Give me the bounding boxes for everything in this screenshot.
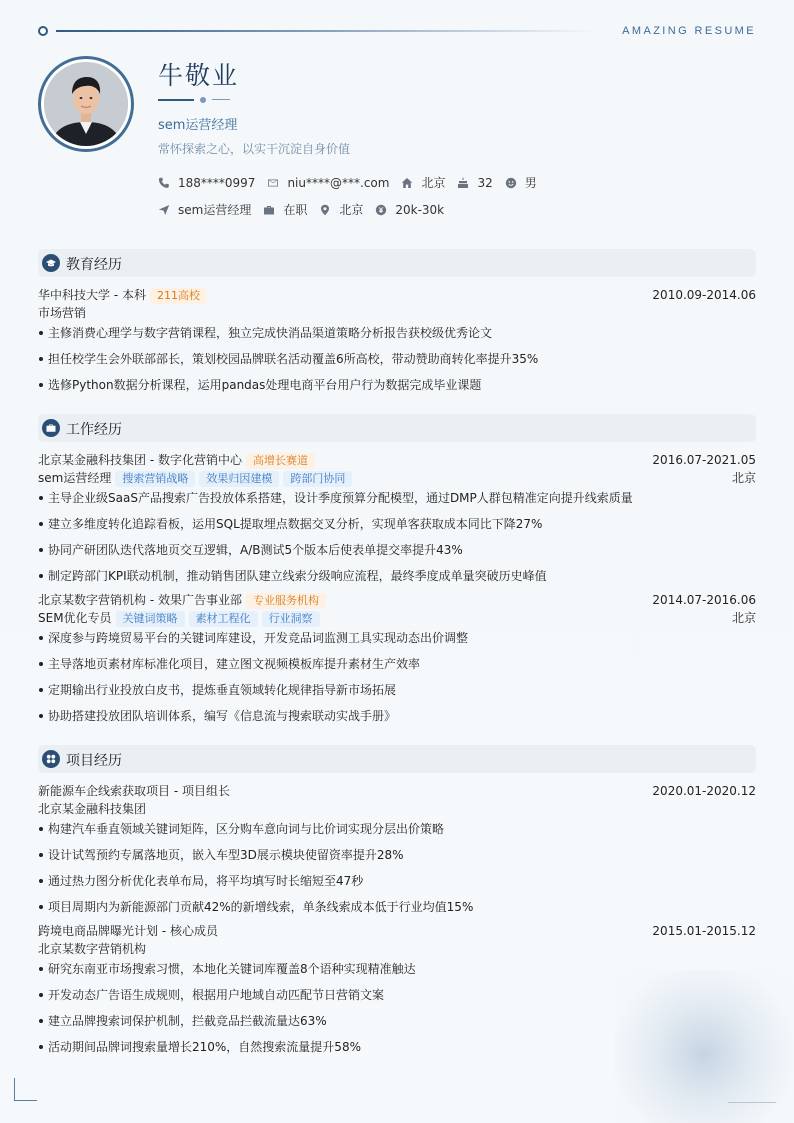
contact-email: [267, 176, 389, 190]
grid-icon: [42, 750, 60, 768]
education-header: [38, 287, 756, 304]
education-major: [38, 305, 756, 321]
salary-icon: [375, 204, 387, 216]
intent-city: [319, 201, 363, 218]
intent-position-text: sem运营经理: [178, 203, 252, 217]
avatar-photo: [44, 62, 128, 146]
briefcase-icon: [42, 419, 60, 437]
corner-decoration: [14, 1078, 37, 1101]
work-date: 2014.07-2016.06: [652, 593, 756, 607]
project-org: 北京某数字营销机构: [38, 942, 147, 956]
intent-status-text: 在职: [283, 203, 308, 217]
job-title: SEM优化专员: [38, 611, 112, 625]
intent-position: [158, 201, 251, 218]
project-date: 2015.01-2015.12: [652, 924, 756, 938]
education-date: 2010.09-2014.06: [652, 288, 756, 302]
project-org: 北京某金融科技集团: [38, 802, 147, 816]
avatar: [38, 56, 134, 152]
skill-tag: 效果归因建模: [199, 471, 279, 487]
email-text: niu****@***.com: [287, 175, 390, 190]
company-name: 北京某金融科技集团 - 数字化营销中心: [38, 453, 242, 467]
send-icon: [158, 204, 170, 216]
graduation-cap-icon: [42, 254, 60, 272]
briefcase-icon: [263, 204, 275, 216]
home-icon: [401, 177, 413, 189]
location-icon: [319, 204, 331, 216]
home-text: 北京: [421, 176, 446, 190]
phone-text: 188****0997: [178, 175, 256, 190]
section-title: 项目经历: [66, 753, 122, 769]
intent-city-text: 北京: [339, 203, 364, 217]
section-title: 工作经历: [66, 422, 122, 438]
section-project: [38, 745, 756, 773]
project-name: 跨境电商品牌曝光计划 - 核心成员: [38, 924, 218, 938]
contact-row: [158, 174, 549, 191]
contact-phone: [158, 176, 255, 190]
top-decoration: [38, 26, 598, 36]
name-underline: [158, 97, 238, 103]
work-city: 北京: [731, 611, 756, 625]
skill-tag: 关键词策略: [116, 611, 185, 627]
phone-icon: [158, 177, 170, 189]
blur-decoration: [614, 970, 794, 1123]
mail-icon: [267, 177, 279, 189]
brand-label: AMAZING RESUME: [622, 25, 756, 37]
major-text: 市场营销: [38, 306, 87, 320]
resume-page: AMAZING RESUME 牛敬业 sem运营经理 常怀探索之心，以实干沉淀自身价值 188****0997 niu****@***.com 北京 32 男 sem运营经理 在职 北京 20k-30k 教育经历 华中科技大学 - 本科 211高校 2010.09-2014.06 市场营销 主修消费心理学与数字营销课程，独立完成快消品渠道策略分析报告获校级优秀论文 担任校学生会外联部部长，策划校园品牌联名活动覆盖6所高校，带动赞助商转化率提升35% 选修Python数据分析课程，运用pandas处理电商平台用户行为数据完成毕业课题 工作经历 北京某金融科技集团 - 数字化营销中心 高增长赛道 2016.07-2021.05 sem运营经理 搜索营销战略 效果归因建模 跨部门协同 北京 主导企业级SaaS产品搜索广告投放体系搭建，设计季度预算分配模型，通过DMP人群包精准定向提升线索质量 建立多维度转化追踪看板，运用SQL提取埋点数据交叉分析，实现单客获取成本同比下降27% 协同产研团队迭代落地页交互逻辑，A/B测试5个版本后使表单提交率提升43% 制定跨部门KPI联动机制，推动销售团队建立线索分级响应流程，最终季度成单量突破历史峰值 北京某数字营销机构 - 效果广告事业部 专业服务机构 2014.07-2016.06 SEM优化专员 关键词策略 素材工程化 行业洞察 北京 深度参与跨境贸易平台的关键词库建设，开发竞品词监测工具实现动态出价调整 主导落地页素材库标准化项目，建立图文视频模板库提升素材生产效率 定期输出行业投放白皮书，提炼垂直领域转化规律指导新市场拓展 协助搭建投放团队培训体系，编写《信息流与搜索联动实战手册》 项目经历 新能源车企线索获取项目 - 项目组长 2020.01-2020.12 北京某金融科技集团 构建汽车垂直领域关键词矩阵，区分购车意向词与比价词实现分层出价策略 设计试驾预约专属落地页，嵌入车型3D展示模块使留资率提升28% 通过热力图分析优化表单布局，将平均填写时长缩短至47秒 项目周期内为新能源部门贡献42%的新增线索，单条线索成本低于行业均值15% 跨境电商品牌曝光计划 - 核心成员 2015.01-2015.12 北京某数字营销机构 研究东南亚市场搜索习惯，本地化关键词库覆盖8个语种实现精准触达 开发动态广告语生成规则，根据用户地域自动匹配节日营销文案 建立品牌搜索词保护机制，拦截竞品拦截流量达63% 活动期间品牌词搜索量增长210%，自然搜索流量提升58%: [0, 0, 794, 1123]
contact-gender: [505, 174, 537, 191]
age-text: 32: [477, 175, 493, 190]
section-work: [38, 414, 756, 442]
project-header: [38, 923, 756, 939]
candidate-role: sem运营经理: [158, 118, 238, 133]
contact-home: [401, 174, 445, 191]
company-name: 北京某数字营销机构 - 效果广告事业部: [38, 593, 242, 607]
intent-row: [158, 201, 456, 218]
candidate-name: 牛敬业: [158, 61, 240, 90]
project-header: [38, 783, 756, 799]
school-tag: 211高校: [150, 288, 207, 304]
project-date: 2020.01-2020.12: [652, 784, 756, 798]
intent-salary-text: 20k-30k: [395, 202, 445, 217]
skill-tag: 行业洞察: [262, 611, 320, 627]
work-header: [38, 452, 756, 469]
work-city: 北京: [731, 471, 756, 485]
section-title: 教育经历: [66, 257, 122, 273]
school-name: 华中科技大学 - 本科: [38, 288, 146, 302]
work-subheader: [38, 470, 756, 487]
job-title: sem运营经理: [38, 471, 112, 485]
gender-text: 男: [524, 176, 537, 190]
intent-status: [263, 201, 307, 218]
company-tag: 专业服务机构: [246, 593, 326, 609]
skill-tag: 搜索营销战略: [115, 471, 195, 487]
cake-icon: [457, 177, 469, 189]
section-education: [38, 249, 756, 277]
work-subheader: [38, 610, 756, 627]
project-name: 新能源车企线索获取项目 - 项目组长: [38, 784, 230, 798]
top-rule: [56, 30, 596, 32]
skill-tag: 素材工程化: [189, 611, 258, 627]
ring-decoration: [38, 26, 48, 36]
intent-salary: [375, 203, 444, 217]
candidate-motto: 常怀探索之心，以实干沉淀自身价值: [158, 142, 351, 156]
gender-icon: [505, 177, 517, 189]
skill-tag: 跨部门协同: [283, 471, 352, 487]
work-header: [38, 592, 756, 609]
work-date: 2016.07-2021.05: [652, 453, 756, 467]
company-tag: 高增长赛道: [246, 453, 315, 469]
bottom-rule: [728, 1102, 776, 1103]
contact-age: [457, 176, 492, 190]
